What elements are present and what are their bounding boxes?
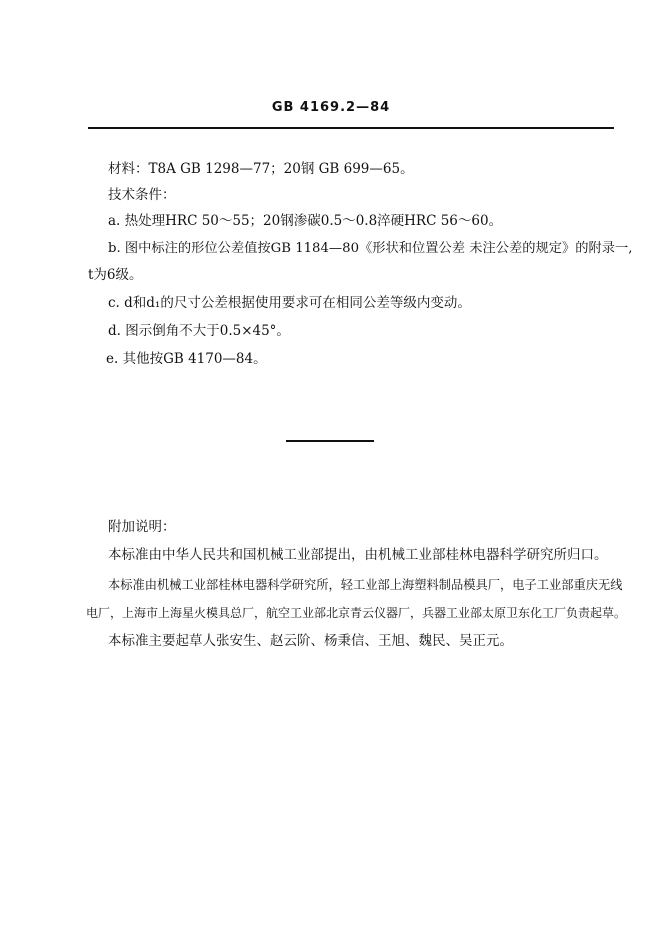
notes-paragraph-2-line1: 本标准由机械工业部桂林电器科学研究所，轻工业部上海塑料制品模具厂，电子工业部重庆无线 — [108, 578, 623, 592]
notes-paragraph-2-line2: 电厂，上海市上海星火模具总厂，航空工业部北京青云仪器厂，兵器工业部太原卫东化工厂负责起草。 — [86, 606, 627, 620]
section-divider — [286, 440, 374, 442]
condition-item-b-line1: b. 图中标注的形位公差值按GB 1184—80《形状和位置公差 未注公差的规定》的附录一, — [108, 241, 633, 256]
condition-item-d: d. 图示倒角不大于0.5×45°。 — [108, 323, 290, 339]
condition-item-b-line2: t为6级。 — [88, 267, 143, 283]
standard-code-header: GB 4169.2—84 — [271, 100, 391, 115]
notes-paragraph-3: 本标准主要起草人张安生、赵云阶、杨秉信、王旭、魏民、吴正元。 — [108, 633, 513, 649]
condition-item-a: a. 热处理HRC 50～55；20钢渗碳0.5～0.8淬硬HRC 56～60。 — [108, 213, 503, 229]
additional-notes-title: 附加说明： — [108, 519, 176, 535]
notes-paragraph-1: 本标准由中华人民共和国机械工业部提出，由机械工业部桂林电器科学研究所归口。 — [108, 547, 608, 563]
technical-conditions-title: 技术条件： — [108, 187, 176, 203]
material-line: 材料：T8A GB 1298—77；20钢 GB 699—65。 — [108, 161, 414, 177]
condition-item-e: e. 其他按GB 4170—84。 — [106, 351, 267, 367]
condition-item-c: c. d和d₁的尺寸公差根据使用要求可在相同公差等级内变动。 — [108, 295, 471, 311]
header-rule — [88, 127, 614, 129]
